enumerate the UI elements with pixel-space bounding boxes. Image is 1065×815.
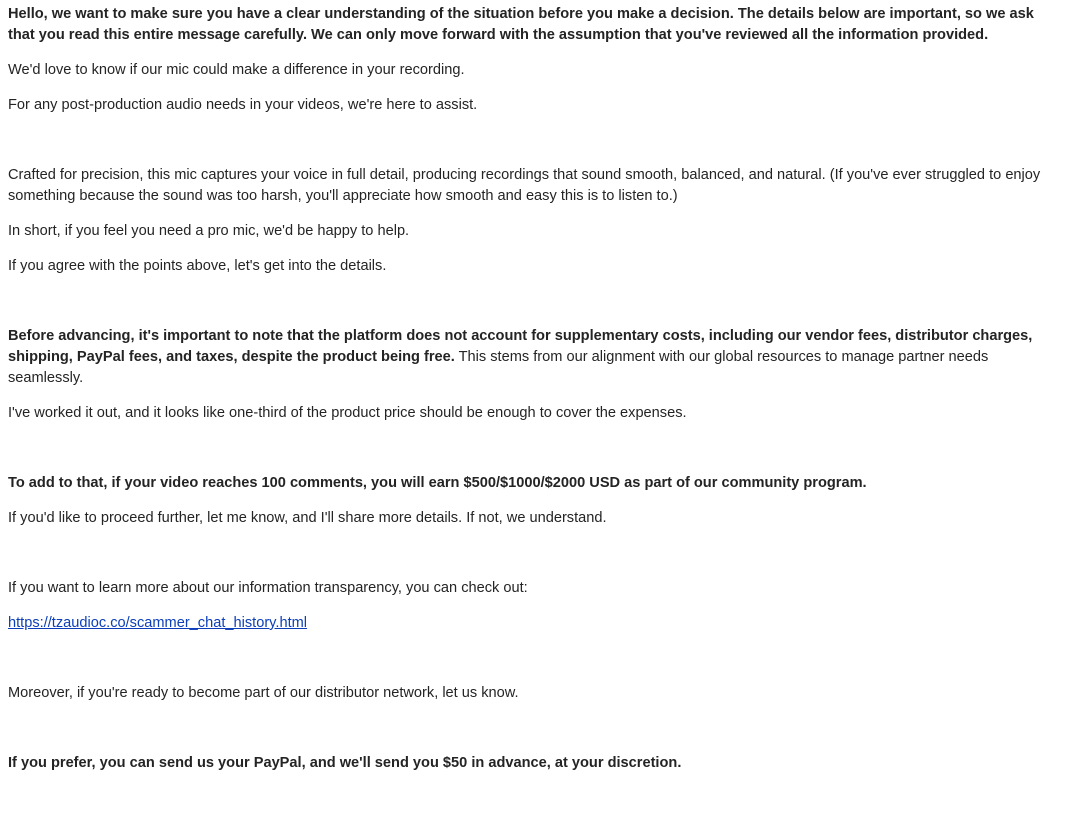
post-production-paragraph: For any post-production audio needs in your videos, we're here to assist. bbox=[8, 97, 478, 113]
blank-line bbox=[8, 438, 1060, 459]
costs-bold-text: Before advancing, it's important to note that the platform does not account for supplementary costs, including our vendor fees, distributor charges, shipping, PayPal fees, and taxes, despite the product being free. bbox=[8, 328, 1033, 365]
comments-reward-paragraph: To add to that, if your video reaches 100 comments, you will earn $500/$1000/$2000 USD as part of our community program. bbox=[8, 475, 867, 491]
one-third-paragraph: I've worked it out, and it looks like one-third of the product price should be enough to cover the expenses. bbox=[8, 405, 687, 421]
crafted-paragraph: Crafted for precision, this mic captures your voice in full detail, producing recordings that sound smooth, balanced, and natural. (If you've ever struggled to enjoy something because the sound was too harsh, you'll appreciate how smooth and easy this is to listen to.) bbox=[8, 167, 1041, 204]
costs-regular-text: This stems from our alignment with our global resources to manage partner needs seamlessly. bbox=[8, 349, 989, 386]
transparency-paragraph: If you want to learn more about our information transparency, you can check out: bbox=[8, 580, 528, 596]
link-paragraph bbox=[8, 613, 1060, 634]
paypal-paragraph: If you prefer, you can send us your PayPal, and we'll send you $50 in advance, at your discretion. bbox=[8, 755, 682, 771]
transparency-link[interactable]: https://tzaudioc.co/scammer_chat_history.html bbox=[8, 615, 308, 631]
agree-paragraph: If you agree with the points above, let's get into the details. bbox=[8, 258, 387, 274]
intro-paragraph: Hello, we want to make sure you have a clear understanding of the situation before you make a decision. The details below are important, so we ask that you read this entire message carefully. We can only move forward with the assumption that you've reviewed all the information provided. bbox=[8, 6, 1034, 43]
blank-line bbox=[8, 648, 1060, 669]
blank-line bbox=[8, 718, 1060, 739]
blank-line bbox=[8, 291, 1060, 312]
email-body bbox=[8, 4, 1060, 788]
proceed-paragraph: If you'd like to proceed further, let me know, and I'll share more details. If not, we understand. bbox=[8, 510, 607, 526]
in-short-paragraph: In short, if you feel you need a pro mic, we'd be happy to help. bbox=[8, 223, 410, 239]
costs-paragraph bbox=[8, 326, 1060, 389]
blank-line bbox=[8, 543, 1060, 564]
distributor-paragraph: Moreover, if you're ready to become part of our distributor network, let us know. bbox=[8, 685, 519, 701]
mic-difference-paragraph: We'd love to know if our mic could make a difference in your recording. bbox=[8, 62, 465, 78]
blank-line bbox=[8, 130, 1060, 151]
